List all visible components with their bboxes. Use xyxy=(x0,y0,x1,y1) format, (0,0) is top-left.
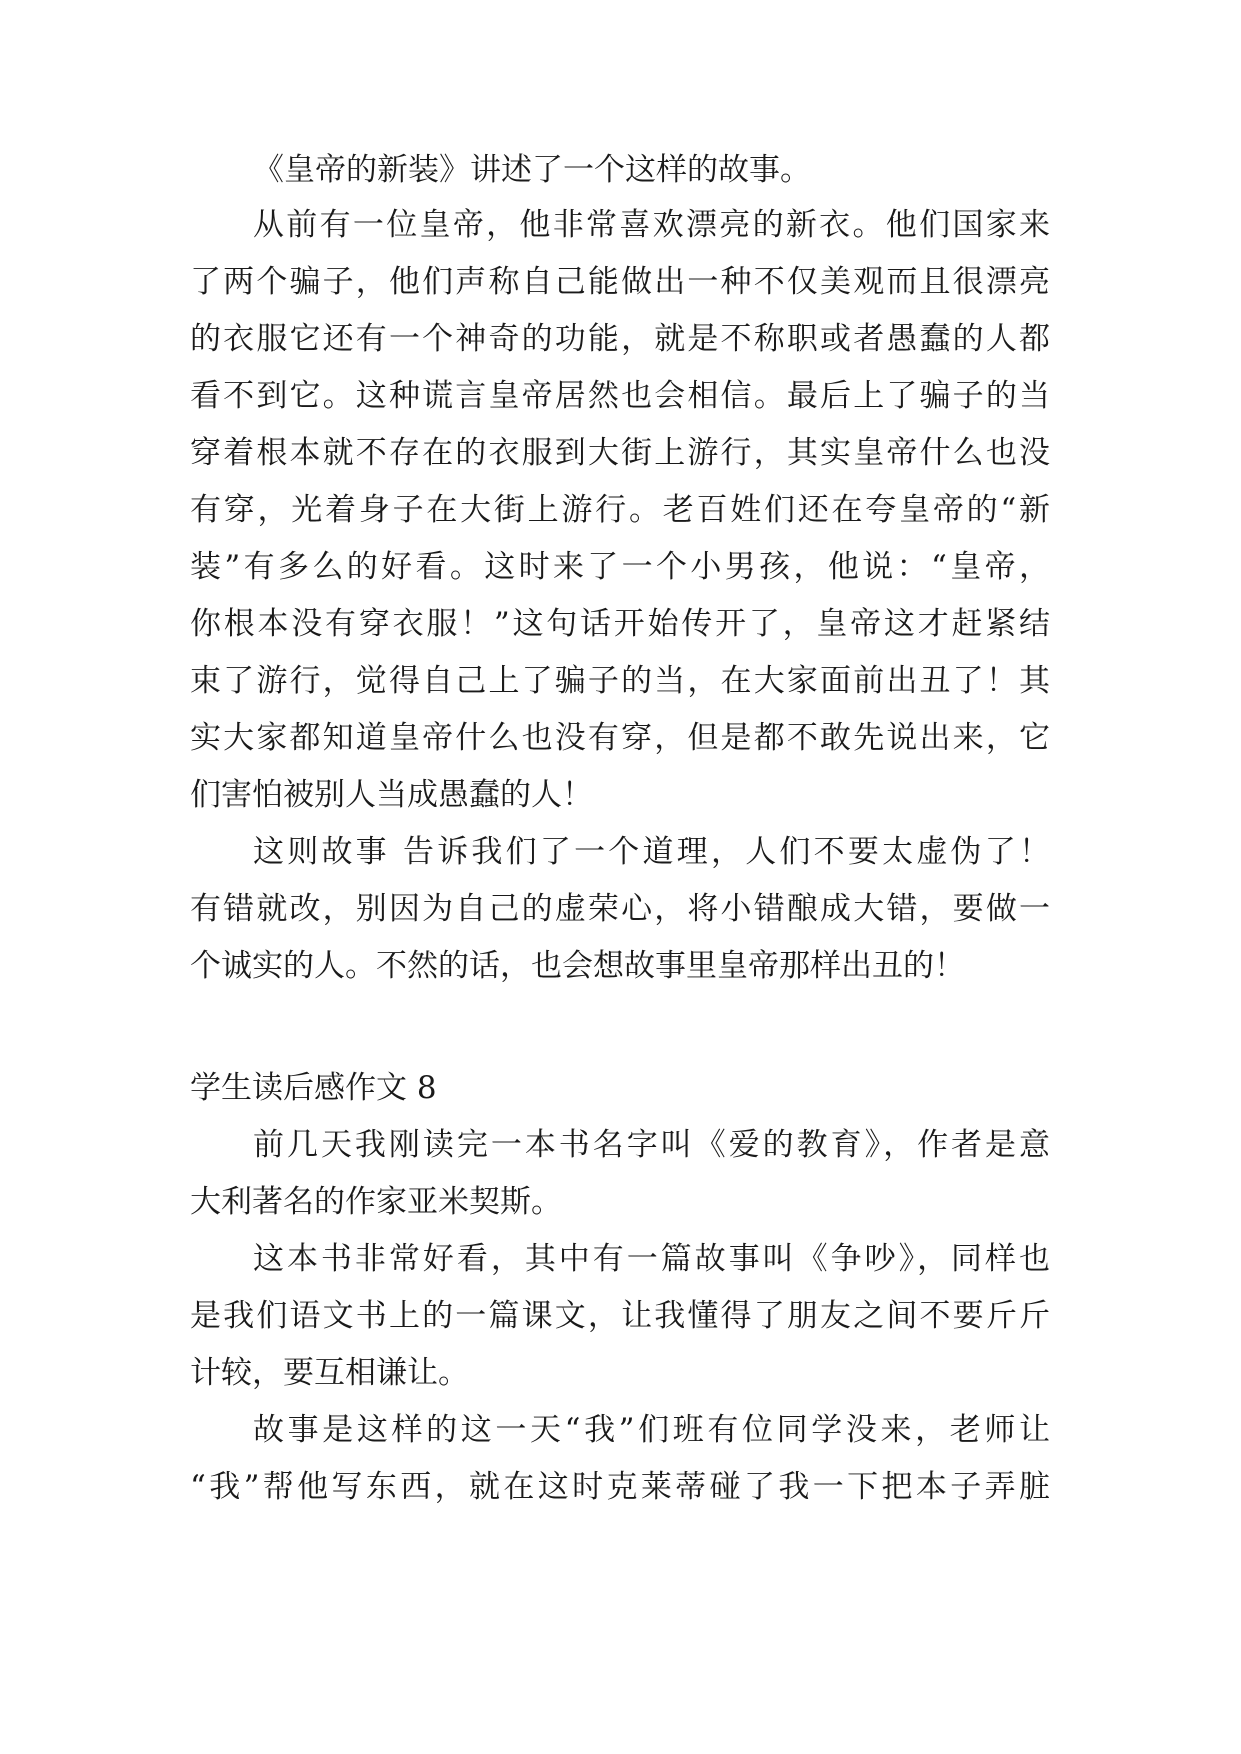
paragraph-line: “我”帮他写东西，就在这时克莱蒂碰了我一下把本子弄脏 xyxy=(190,1469,1050,1505)
story-line: 实大家都知道皇帝什么也没有穿，但是都不敢先说出来，它 xyxy=(190,720,1050,756)
story-line: 们害怕被别人当成愚蠢的人！ xyxy=(190,777,593,813)
story-line: 装”有多么的好看。这时来了一个小男孩，他说：“皇帝， xyxy=(190,549,1050,585)
paragraph-line: 故事是这样的这一天“我”们班有位同学没来，老师让 xyxy=(253,1412,1050,1448)
moral-line: 这则故事 告诉我们了一个道理，人们不要太虚伪了！ xyxy=(253,834,1050,870)
story-line: 束了游行，觉得自己上了骗子的当，在大家面前出丑了！其 xyxy=(190,663,1050,699)
paragraph-intro: 《皇帝的新装》讲述了一个这样的故事。 xyxy=(253,152,811,188)
paragraph-line: 大利著名的作家亚米契斯。 xyxy=(190,1184,562,1220)
story-line: 穿着根本就不存在的衣服到大街上游行，其实皇帝什么也没 xyxy=(190,435,1050,471)
paragraph-line: 是我们语文书上的一篇课文，让我懂得了朋友之间不要斤斤 xyxy=(190,1298,1050,1334)
paragraph-line: 前几天我刚读完一本书名字叫《爱的教育》，作者是意 xyxy=(253,1127,1050,1163)
moral-line: 个诚实的人。不然的话，也会想故事里皇帝那样出丑的！ xyxy=(190,948,965,984)
paragraph-line: 这本书非常好看，其中有一篇故事叫《争吵》，同样也 xyxy=(253,1241,1050,1277)
section-heading: 学生读后感作文 8 xyxy=(190,1070,437,1106)
paragraph-line: 计较，要互相谦让。 xyxy=(190,1355,469,1391)
story-line: 你根本没有穿衣服！”这句话开始传开了，皇帝这才赶紧结 xyxy=(190,606,1050,642)
story-line: 从前有一位皇帝，他非常喜欢漂亮的新衣。他们国家来 xyxy=(253,207,1050,243)
story-line: 了两个骗子，他们声称自己能做出一种不仅美观而且很漂亮 xyxy=(190,264,1050,300)
moral-line: 有错就改，别因为自己的虚荣心，将小错酿成大错，要做一 xyxy=(190,891,1050,927)
story-line: 的衣服它还有一个神奇的功能，就是不称职或者愚蠢的人都 xyxy=(190,321,1050,357)
story-line: 看不到它。这种谎言皇帝居然也会相信。最后上了骗子的当 xyxy=(190,378,1050,414)
story-line: 有穿，光着身子在大街上游行。老百姓们还在夸皇帝的“新 xyxy=(190,492,1050,528)
